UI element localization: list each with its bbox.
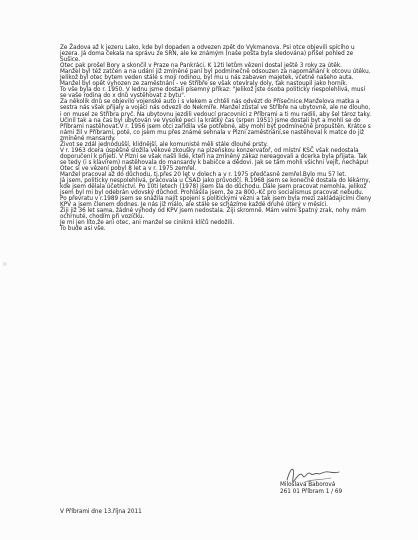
paragraph-10: Já jsem, politicky nespolehlivá, pracovala u ČSAD jako průvodčí. R.1968 jsem se konečně dostala do lékárny, kde jsem dělala účetnictví. Po 10ti letech (1978) jsem šla do důchodu. Dále jsem pracovat nemohla, jelikož jsem byl mi byl odebrán vdovský důchod. Prohlásila jsem, že za 800,-Kč pro socialismus pracovat nebudu.: [60, 178, 371, 197]
date-line: V Příbrami dne 13.října 2011: [60, 509, 142, 515]
paragraph-2: Otec pak prošel Bory a skončil v Praze na Pankráci. K 12ti letům vězení dostal ještě 3 roky za útěk.: [60, 63, 342, 70]
paragraph-14: To bude asi vše.: [60, 226, 106, 233]
signer-name: Miloslava Baborová: [280, 482, 336, 488]
paragraph-5: Za několik dnů se objevilo vojenské auto i s vlekem a chtěli nás odvézt do Přísečnice.Manželova matka a sestra nás však přijaly a vojáci nás odvezli do Nekmíře. Manžel zůstal ve Stříbře na ubytovně, ale ne dlouho, i on musel ze Stříbra pryč. Na ubytovnu jezdili vedoucí pracovníci z Příbrami a ti mu radili, aby šel tároz taky. Učinil tak a na čas byl ubytován ve Vysoké peci (a krátký čas (srpen 1951) jsme dostali byt a mohli se do Příbrami nastěhovat.V r. 1956 jsem otci zařídila vše potřebné, aby mohl být podmínečně propuštěn. Krátce s námi žil v Příbrami, poté, co jsem mu přes známé sehnala v Plzni zaměstnání,se nastěhoval k matce do již zmíněné mansardy.: [60, 99, 371, 142]
paragraph-1: Ze Žadova až k jezeru Lako, kde byl dopaden a odvezen zpět do Vykmanova. Psi otce objevili spícího u jezera. Já doma čekala na správu ze SRN, ale ke známým (naše pošta byla sledována) přišel pohled ze Sušice.: [60, 45, 355, 64]
paragraph-7: V r. 1963 dcera úspěšně složila věkové zkoušky na plzeňskou konzervatoř, od místní KSČ však nedostala doporučení k přijetí. V Plzni se však našli lidé, kteří na zmíněný zákaz nereagovali a dcerka byla přijata. Tak se tedy (i s klavírem) nastěhovala do mansardy k babičce a dědovi. Jak se tam mohli všichni vejít, nechápu!: [60, 147, 369, 166]
paragraph-6: Život se zdál jednodušší, klidnější, ale komunisté měli stále dlouhé prsty.: [60, 141, 268, 148]
paragraph-9: Manžel pracoval až do důchodu, tj.přes 20 let v dolech a v r. 1975 předčasně zemřel.Bylo mu 57 let.: [60, 171, 347, 178]
punch-hole-mark: [3, 262, 7, 266]
signature-block: [280, 482, 370, 495]
letter-body: [60, 45, 372, 232]
paragraph-8: Otec si ve vězení pobyl 8 let a v r. 1975 zemřel.: [60, 165, 197, 172]
paragraph-4: To vše byla do r. 1950. V lednu jsme dostali písemný příkaz: "Jelikož jste osoba politicky nespolehlivá, musí se vaše rodina do x dnů vystěhovat z bytu".: [60, 87, 366, 100]
paragraph-11: Po převratu v r.1989 jsem se snažila najít spojení s politickými vězni a tak jsem byla mezi zakládajícími členy KPV a jsem členem dodnes. Je nás již málo, ale stále se scházíme každé druhé úterý v měsíci.: [60, 196, 372, 209]
signer-address: 261 01 Příbram 1 / 69: [280, 488, 343, 495]
paragraph-3: Manžel byl též zatčen a na udání již zmíněné paní byl podmínečně odsouzen za napomáhání k otcovu útěku. Jelikož byl otec bytem veden stále s mojí rodinou, byl mu u nás zabaven majetek, včetně našeho auta. Manžel byl opět vyhozen ze zaměstnání - ve Stříbře se však otevíraly doly, tak nastoupil jako horník.: [60, 69, 371, 88]
paragraph-12: Žiji již 36 let sama, žádné výhody od KPV jsem nedostala. Žiji skromně. Mám velmi špatný zrak, nohy mám ochrnuté, chodím při vozíčku.: [60, 208, 366, 221]
paragraph-13: Je mi jen líto,že ani otec, ani manžel se ciniknii klíčů nedožili.: [60, 220, 235, 227]
